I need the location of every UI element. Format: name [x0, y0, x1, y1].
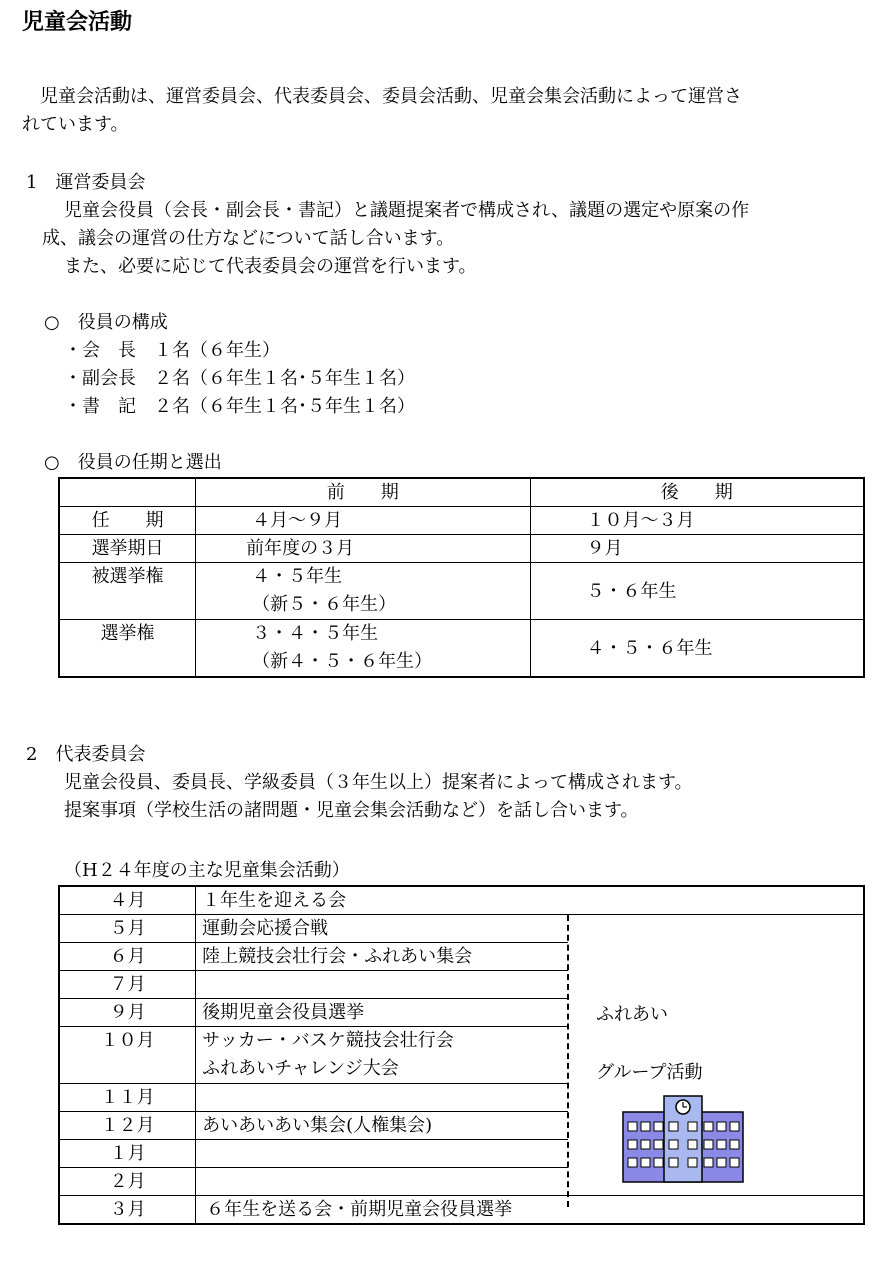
table-cell: ４・５年生 （新５・６年生） — [196, 563, 530, 620]
intro-line-2: れています。 — [22, 114, 129, 135]
officer-item: ・副会長 ２名（６年生１名･５年生１名） — [64, 368, 415, 389]
table-row — [59, 1196, 864, 1225]
section1-paragraph-1: 児童会役員（会長・副会長・書記）と議題提案者で構成され、議題の選定や原案の作 — [64, 200, 750, 221]
term-heading: ○ 役員の任期と選出 — [44, 452, 222, 473]
section2-paragraph-2: 提案事項（学校生活の諸問題・児童会集会活動など）を話し合います。 — [64, 800, 639, 821]
event-cell: サッカー・バスケ競技会壮行会 ふれあいチャレンジ大会 — [196, 1027, 569, 1084]
month-cell: ９月 — [59, 999, 196, 1027]
table-cell: ４・５・６年生 — [530, 620, 864, 678]
table-cell: ５・６年生 — [530, 563, 864, 620]
table-row — [59, 563, 864, 620]
section1-paragraph-3: また、必要に応じて代表委員会の運営を行います。 — [64, 256, 477, 277]
table-row — [59, 507, 864, 535]
event-cell: ６年生を送る会・前期児童会役員選挙 — [196, 1196, 864, 1225]
month-cell: １２月 — [59, 1112, 196, 1140]
table-row — [59, 620, 864, 678]
group-activity-label: グループ活動 — [596, 1062, 703, 1083]
officer-item: ・書 記 ２名（６年生１名･５年生１名） — [64, 396, 415, 417]
event-cell: １年生を迎える会 — [196, 886, 864, 915]
month-cell: １月 — [59, 1140, 196, 1168]
event-cell — [196, 1168, 569, 1196]
column-header: 後 期 — [530, 478, 864, 507]
column-header: 前 期 — [196, 478, 530, 507]
table-row — [59, 535, 864, 563]
month-cell: ３月 — [59, 1196, 196, 1225]
event-cell: 運動会応援合戦 — [196, 915, 569, 943]
month-cell: ２月 — [59, 1168, 196, 1196]
table-cell: 前年度の３月 — [196, 535, 530, 563]
section1-heading: 1 運営委員会 — [26, 172, 146, 193]
month-cell: ４月 — [59, 886, 196, 915]
table-cell: ３・４・５年生 （新４・５・６年生） — [196, 620, 530, 678]
row-label: 被選挙権 — [59, 563, 196, 620]
school-building-icon — [622, 1094, 744, 1184]
page-title: 児童会活動 — [22, 10, 133, 35]
month-cell: ７月 — [59, 971, 196, 999]
event-cell — [196, 1084, 569, 1112]
month-cell: ６月 — [59, 943, 196, 971]
section1-paragraph-2: 成、議会の運営の仕方などについて話し合います。 — [42, 228, 455, 249]
event-cell: 陸上競技会壮行会・ふれあい集会 — [196, 943, 569, 971]
section2-paragraph-1: 児童会役員、委員長、学級委員（３年生以上）提案者によって構成されます。 — [64, 772, 693, 793]
event-cell — [196, 971, 569, 999]
row-label: 選挙権 — [59, 620, 196, 678]
intro-line-1: 児童会活動は、運営委員会、代表委員会、委員会活動、児童会集会活動によって運営さ — [40, 86, 742, 107]
fureai-label: ふれあい — [596, 1004, 668, 1025]
table-row — [59, 915, 864, 943]
event-cell: あいあいあい集会(人権集会) — [196, 1112, 569, 1140]
event-cell — [196, 1140, 569, 1168]
row-label: 任 期 — [59, 507, 196, 535]
month-cell: １１月 — [59, 1084, 196, 1112]
row-label: 選挙期日 — [59, 535, 196, 563]
month-cell: ５月 — [59, 915, 196, 943]
officer-item: ・会 長 １名（６年生） — [64, 340, 280, 361]
officers-heading: ○ 役員の構成 — [44, 312, 168, 333]
month-cell: １０月 — [59, 1027, 196, 1084]
dashed-divider — [567, 915, 569, 1207]
table-cell: １０月～３月 — [530, 507, 864, 535]
table-cell: ９月 — [530, 535, 864, 563]
event-cell: 後期児童会役員選挙 — [196, 999, 569, 1027]
section2-heading: 2 代表委員会 — [26, 744, 146, 765]
activity-caption: （H２４年度の主な児童集会活動） — [64, 860, 350, 881]
table-row — [59, 886, 864, 915]
table-row — [59, 478, 864, 507]
table-cell: ４月～９月 — [196, 507, 530, 535]
term-table — [58, 477, 865, 678]
